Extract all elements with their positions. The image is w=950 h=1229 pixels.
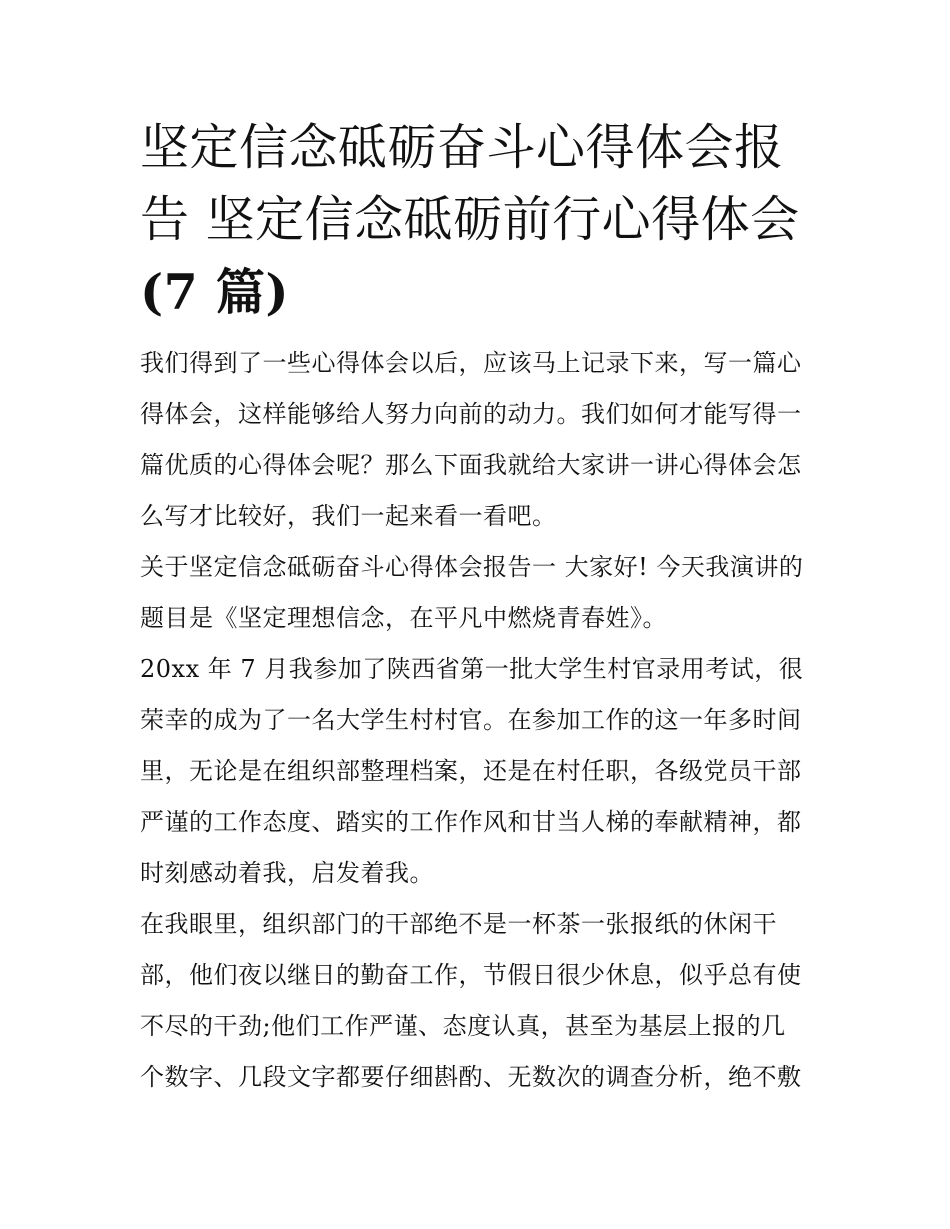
paragraph-cadres [140,899,812,1103]
document-title [140,112,812,328]
paragraph-line: 部，他们夜以继日的勤奋工作，节假日很少休息，似乎总有使 [140,961,802,989]
paragraph-line: 严谨的工作态度、踏实的工作作风和甘当人梯的奉献精神，都 [140,808,802,836]
document-page [140,112,812,1103]
paragraph-line: 篇优质的心得体会呢？那么下面我就给大家讲一讲心得体会怎 [140,451,802,479]
paragraph-experience [140,644,812,899]
title-line-1: 坚定信念砥砺奋斗心得体会报 [140,119,784,176]
paragraph-line: 个数字、几段文字都要仔细斟酌、无数次的调查分析，绝不敷 [140,1063,802,1091]
paragraph-line: 里，无论是在组织部整理档案，还是在村任职，各级党员干部 [140,757,802,785]
paragraph-intro [140,338,812,542]
paragraph-line: 20xx 年 7 月我参加了陕西省第一批大学生村官录用考试，很 [140,655,804,683]
paragraph-line: 在我眼里，组织部门的干部绝不是一杯茶一张报纸的休闲干 [140,910,777,938]
paragraph-line: 我们得到了一些心得体会以后，应该马上记录下来，写一篇心 [140,349,802,377]
paragraph-line: 荣幸的成为了一名大学生村村官。在参加工作的这一年多时间 [140,706,802,734]
title-line-2: 告 坚定信念砥砺前行心得体会 [140,191,800,248]
paragraph-line: 不尽的干劲;他们工作严谨、态度认真，甚至为基层上报的几 [140,1012,786,1040]
paragraph-line: 时刻感动着我，启发着我。 [140,859,434,887]
paragraph-line: 么写才比较好，我们一起来看一看吧。 [140,502,557,530]
title-line-3: (7 篇) [140,263,290,321]
paragraph-section-one [140,542,812,644]
paragraph-line: 题目是《坚定理想信念，在平凡中燃烧青春姓》。 [140,604,667,632]
paragraph-line: 得体会，这样能够给人努力向前的动力。我们如何才能写得一 [140,400,802,428]
paragraph-line: 关于坚定信念砥砺奋斗心得体会报告一 大家好! 今天我演讲的 [140,553,804,581]
